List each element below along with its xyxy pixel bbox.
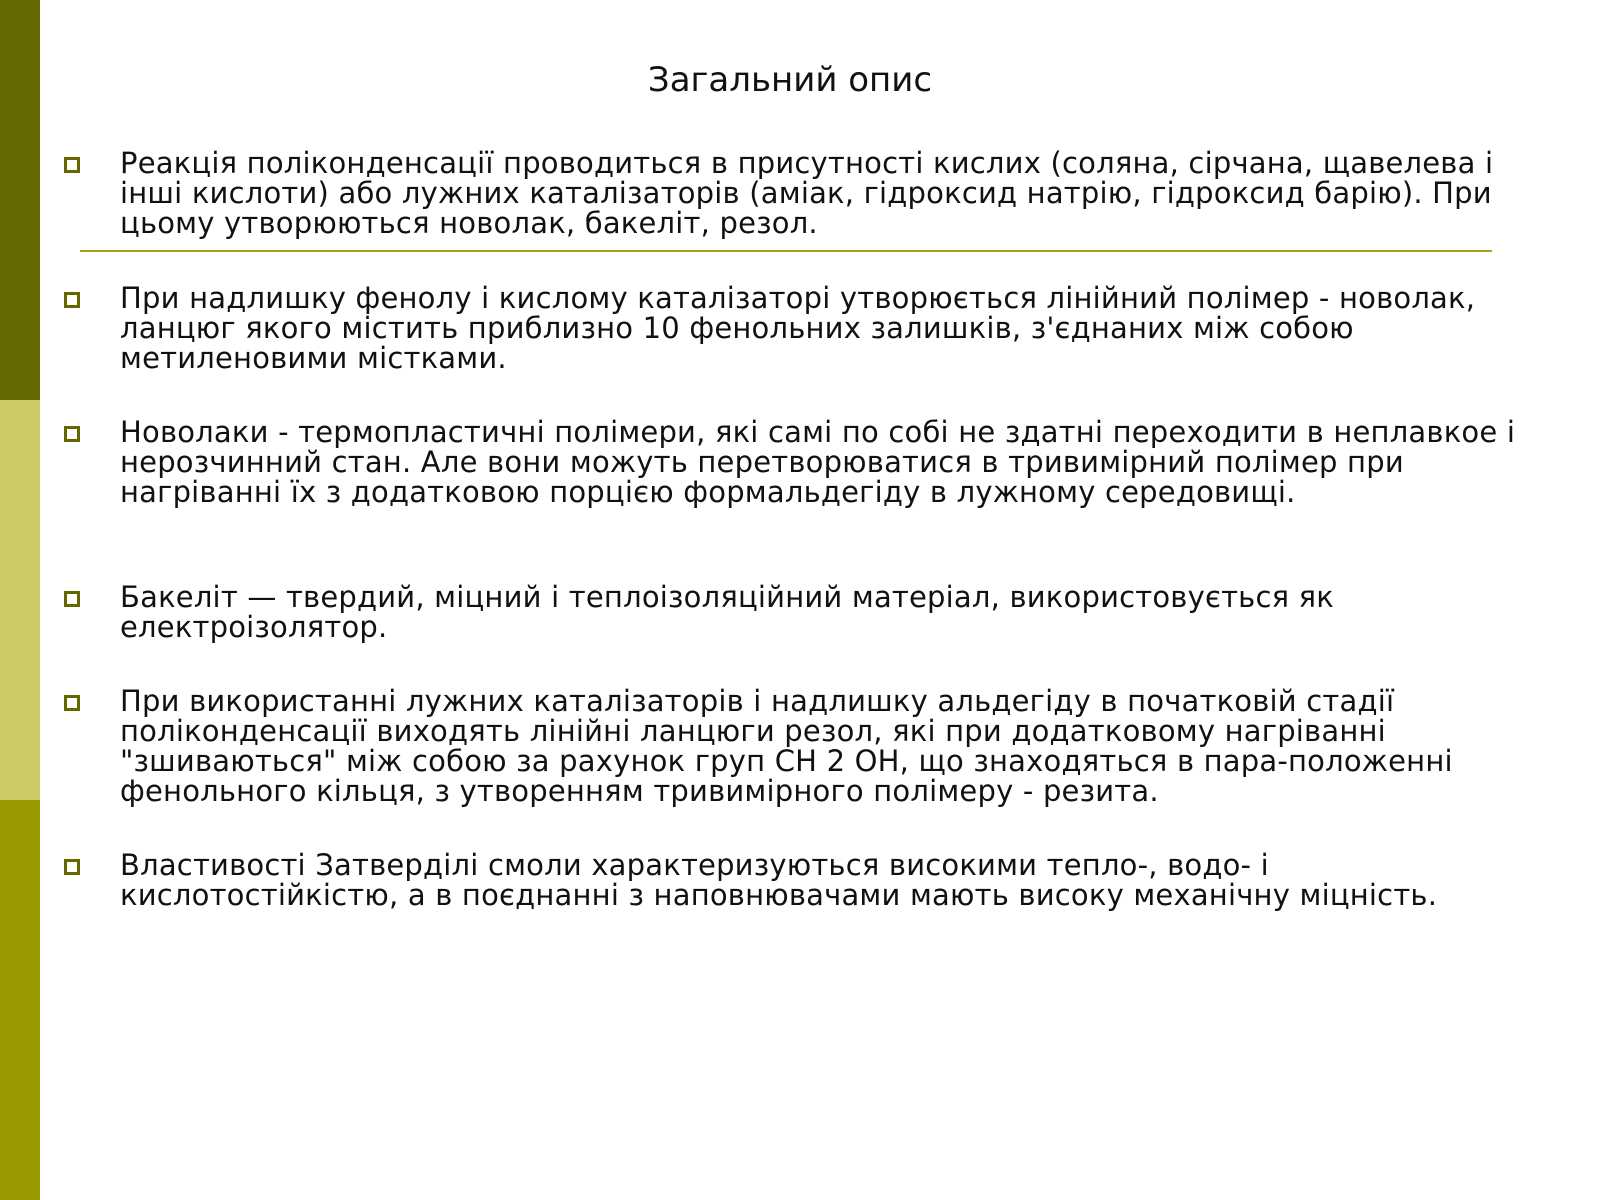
bullet-text: Властивості Затверділі смоли характеризуються високими тепло-, водо- і кислотостійкістю, а в поєднанні з наповнювачами мають високу механічну міцність.: [120, 848, 1438, 912]
bullet-text: Новолаки - термопластичні полімери, які самі по собі не здатні переходити в неплавкое і нерозчинний стан. Але вони можуть перетворюватися в тривимірний полімер при нагріванні їх з додатковою порцією формальдегіду в лужному середовищі.: [120, 415, 1516, 509]
hollow-square-icon: [64, 859, 80, 875]
side-band-bottom: [0, 800, 40, 1200]
bullet-text: При використанні лужних каталізаторів і надлишку альдегіду в початковій стадії поліконденсації виходять лінійні ланцюги резол, які при додатковому нагріванні "зшиваються" між собою за рахунок груп CH 2 OH, що знаходяться в пара-положенні фенольного кільця, з утворенням тривимірного полімеру - резита.: [120, 684, 1453, 808]
bullet-text: Бакеліт — твердий, міцний і теплоізоляційний матеріал, використовується як електроізолятор.: [120, 580, 1335, 644]
hollow-square-icon: [64, 591, 80, 607]
slide-title: Загальний опис: [647, 60, 933, 100]
hollow-square-icon: [64, 695, 80, 711]
separator-line: [80, 250, 1492, 252]
bullet-text: Реакція поліконденсації проводиться в присутності кислих (соляна, сірчана, щавелева і інші кислоти) або лужних каталізаторів (аміак, гідроксид натрію, гідроксид барію). При цьому утворюються новолак, бакеліт, резол.: [120, 146, 1494, 240]
hollow-square-icon: [64, 426, 80, 442]
bullet-text: При надлишку фенолу і кислому каталізаторі утворюється лінійний полімер - новолак, ланцюг якого містить приблизно 10 фенольних залишків, з'єднаних між собою метиленовими містками.: [120, 281, 1476, 375]
side-band-middle: [0, 400, 40, 800]
hollow-square-icon: [64, 292, 80, 308]
hollow-square-icon: [64, 157, 80, 173]
